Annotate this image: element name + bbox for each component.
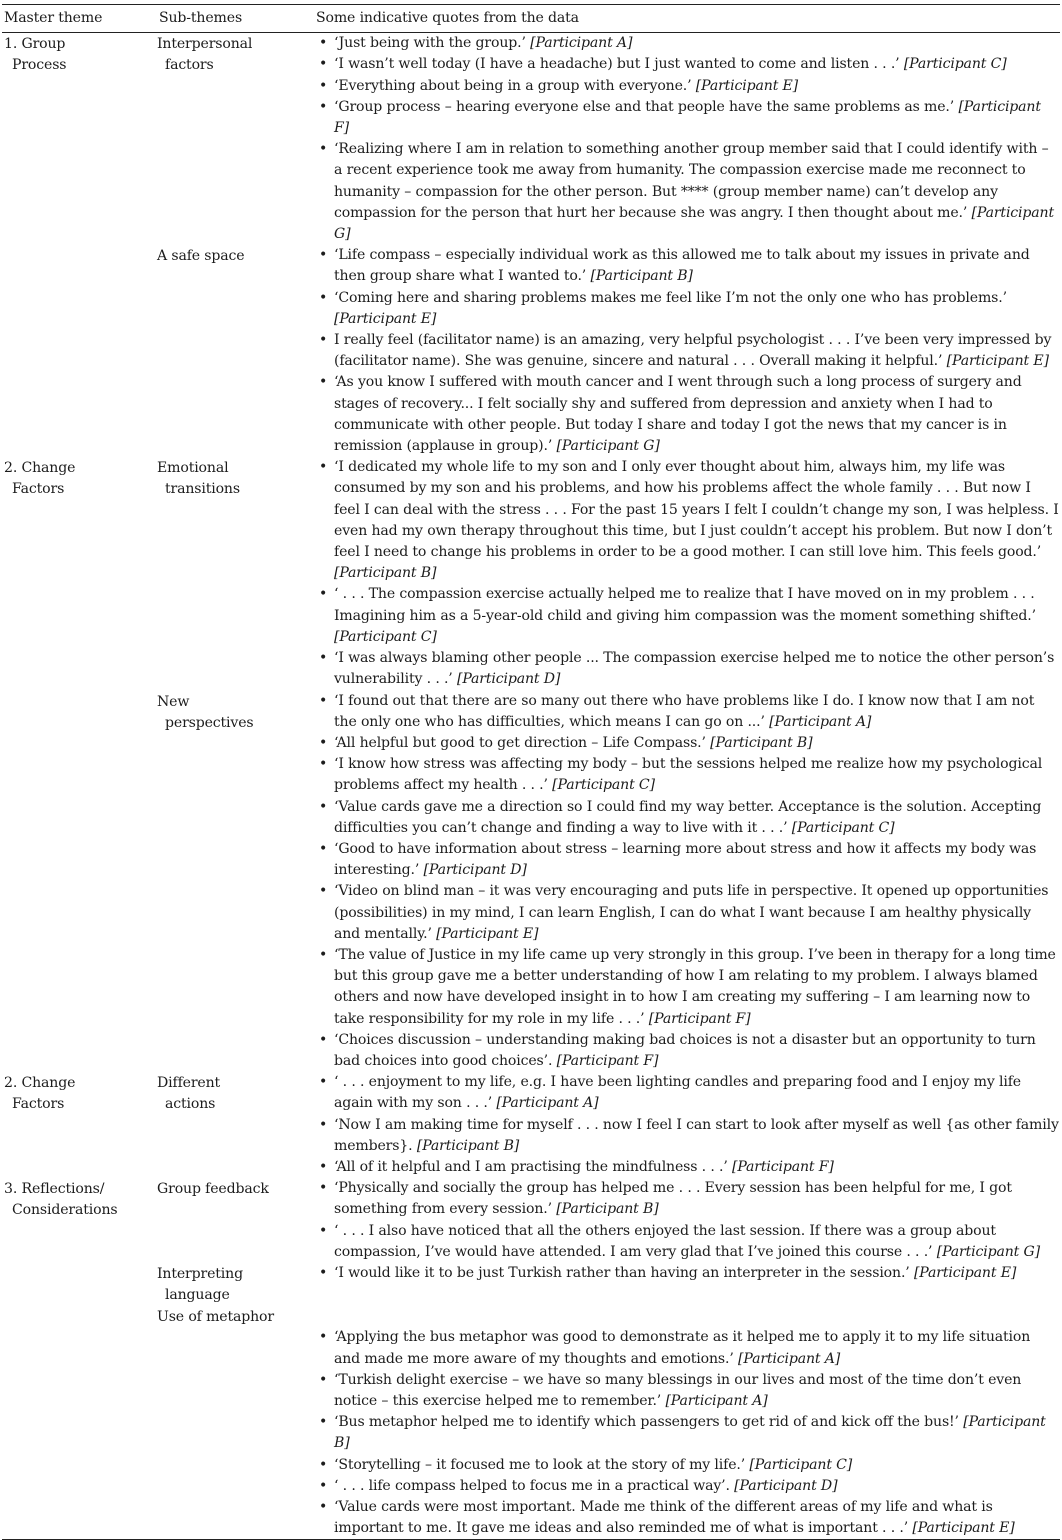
sub-theme-cell [157, 691, 314, 1073]
quote-item [314, 1412, 1060, 1454]
quote-text: ‘Value cards were most important. Made me think of the different areas of my life and what is important to me. It gave me ideas and also reminded me of what is important . . .’ [334, 1499, 993, 1537]
quotes-cell [314, 1306, 1060, 1540]
sub-theme-cell [157, 1263, 314, 1306]
quote-text: ‘All of it helpful and I am practising the mindfulness . . .’ [334, 1158, 732, 1175]
participant-label: [Participant B] [416, 1137, 520, 1154]
sub-theme-cell [157, 245, 314, 457]
quote-item [314, 1115, 1060, 1157]
sub-theme-label: Interpersonal [157, 36, 253, 53]
quote-item [314, 691, 1060, 733]
quote-text: ‘I was always blaming other people ... The compassion exercise helped me to notice the other person’s vulnerability . . .’ [334, 650, 1055, 688]
sub-theme-cell [157, 1306, 314, 1540]
participant-label: [Participant A] [769, 713, 872, 730]
quote-item [314, 245, 1060, 287]
quote-text: ‘Now I am making time for myself . . . now I feel I can start to look after myself as well {as other family members}. [334, 1116, 1059, 1154]
participant-label: [Participant B] [556, 1201, 659, 1218]
quote-text: ‘Storytelling – it focused me to look at the story of my life.’ [334, 1456, 750, 1473]
sub-theme-label: Interpreting [157, 1265, 243, 1282]
quote-item [314, 648, 1060, 690]
participant-label: [Participant C] [749, 1456, 853, 1473]
header-quotes: Some indicative quotes from the data [316, 10, 579, 26]
participant-label: [Participant G] [556, 438, 660, 455]
header-row [2, 5, 1060, 33]
table-row [2, 1306, 1060, 1540]
participant-label: [Participant C] [903, 56, 1007, 73]
quote-item [314, 1497, 1060, 1539]
quote-item [314, 797, 1060, 839]
participant-label: [Participant E] [913, 1264, 1017, 1281]
master-theme-label: Factors [12, 481, 65, 498]
quote-text: ‘All helpful but good to get direction – Life Compass.’ [334, 734, 711, 751]
sub-theme-label: factors [165, 57, 214, 74]
sub-theme-label: New [157, 693, 190, 710]
participant-label: [Participant E] [334, 310, 437, 327]
participant-label: [Participant C] [334, 628, 437, 645]
participant-label: [Participant F] [648, 1010, 751, 1027]
quote-text: ‘ . . . enjoyment to my life, e.g. I have been lighting candles and preparing food and I enjoy my life again with my son . . .’ [334, 1074, 1022, 1112]
quotes-cell [314, 33, 1060, 246]
quote-item [314, 1263, 1060, 1284]
table-row [2, 691, 1060, 1073]
themes-table [2, 4, 1060, 1540]
sub-theme-cell [157, 33, 314, 246]
quote-item [314, 139, 1060, 245]
master-theme-label: 2. Change [4, 1075, 76, 1092]
participant-label: [Participant G] [334, 204, 1054, 243]
quote-list [314, 245, 1060, 457]
quotes-cell [314, 1263, 1060, 1306]
participant-label: [Participant D] [734, 1477, 838, 1494]
master-theme-cell [2, 457, 157, 690]
quote-text: ‘Good to have information about stress – learning more about stress and how it affects my body was interesting.’ [334, 840, 1037, 879]
quote-text: ‘Physically and socially the group has helped me . . . Every session has been helpful for me, I got something from every session.’ [334, 1180, 1012, 1218]
quote-list [314, 1306, 1060, 1539]
sub-theme-label: language [165, 1287, 230, 1304]
quote-text: ‘Everything about being in a group with everyone.’ [334, 77, 696, 94]
master-theme-cell [2, 1072, 157, 1178]
participant-label: [Participant E] [436, 925, 539, 942]
sub-theme-label: actions [165, 1096, 216, 1113]
quote-text: ‘I know how stress was affecting my body – but the sessions helped me realize how my psychological problems affect my health . . .’ [334, 756, 1043, 794]
quote-item [314, 33, 1060, 54]
sub-theme-cell [157, 457, 314, 690]
participant-label: [Participant A] [530, 35, 633, 52]
master-theme-cell [2, 1306, 157, 1540]
quotes-cell [314, 691, 1060, 1073]
quote-item [314, 754, 1060, 796]
quote-item [314, 584, 1060, 648]
quote-item [314, 1327, 1060, 1369]
quote-item [314, 1178, 1060, 1220]
participant-label: [Participant B] [334, 565, 437, 582]
master-theme-label: 3. Reflections/ [4, 1181, 105, 1198]
quote-text: ‘Applying the bus metaphor was good to demonstrate as it helped me to apply it to my life situation and made me more aware of my thoughts and emotions.’ [334, 1329, 1031, 1367]
table-row [2, 1263, 1060, 1306]
participant-label: [Participant A] [665, 1393, 768, 1409]
quote-item [314, 1370, 1060, 1412]
quote-text: ‘Coming here and sharing problems makes me feel like I’m not the only one who has problems.’ [334, 289, 1007, 306]
quote-item [314, 945, 1060, 1030]
quote-item [314, 733, 1060, 754]
quote-text: ‘ . . . I also have noticed that all the others enjoyed the last session. If there was a group about compassion, I’ve would have attended. I am very glad that I’ve joined this course . . .’ [334, 1222, 996, 1260]
participant-label: [Participant B] [710, 734, 813, 751]
quotes-cell [314, 1072, 1060, 1178]
quote-text: ‘Just being with the group.’ [334, 35, 531, 52]
quote-item [314, 1157, 1060, 1178]
sub-theme-label: transitions [165, 481, 240, 498]
quote-item [314, 839, 1060, 881]
header-sub-themes: Sub-themes [159, 10, 243, 26]
master-theme-label: Considerations [12, 1202, 118, 1219]
table-body [2, 33, 1060, 1540]
quotes-cell [314, 457, 1060, 690]
participant-label: [Participant B] [590, 268, 693, 285]
table-row [2, 33, 1060, 246]
quote-item [314, 457, 1060, 584]
quote-item [314, 881, 1060, 945]
participant-label: [Participant E] [946, 353, 1049, 370]
master-theme-label: Factors [12, 1096, 65, 1113]
master-theme-cell [2, 33, 157, 246]
quote-item [314, 372, 1060, 457]
master-theme-cell [2, 1178, 157, 1263]
participant-label: [Participant A] [738, 1350, 841, 1367]
quote-item [314, 54, 1060, 75]
quote-item [314, 288, 1060, 330]
table-row [2, 457, 1060, 690]
quote-item [314, 1221, 1060, 1263]
table-row [2, 245, 1060, 457]
quote-text: ‘As you know I suffered with mouth cancer and I went through such a long process of surgery and stages of recovery... I felt socially shy and suffered from depression and anxiety when I had to communicate with other people. But today I share and today I got the news that my cancer is in remission (applause in group).’ [334, 374, 1022, 455]
master-theme-cell [2, 1263, 157, 1306]
quote-list [314, 33, 1060, 245]
header-master-theme: Master theme [4, 10, 103, 26]
sub-theme-label: Group feedback [157, 1181, 269, 1198]
quote-text: ‘Realizing where I am in relation to something another group member said that I could identify with – a recent experience took me away from humanity. The compassion exercise made me reconnect to humanity – compassion for the other person. But **** (group member name) can’t develop any compassion for the person that hurt her because she was angry. I then thought about me.’ [334, 141, 1049, 221]
quote-text: ‘Value cards gave me a direction so I could find my way better. Acceptance is the solution. Accepting difficulties you can’t change and finding a way to live with it . . .’ [334, 798, 1042, 836]
quote-item [314, 97, 1060, 139]
quote-text: ‘Video on blind man – it was very encouraging and puts life in perspective. It opened up opportunities (possibilities) in my mind, I can learn English, I can do what I want because I am healthy physically and mentally.’ [334, 883, 1049, 942]
quote-text: ‘Group process – hearing everyone else and that people have the same problems as me.’ [334, 98, 959, 115]
quotes-cell [314, 245, 1060, 457]
participant-label: [Participant A] [496, 1095, 599, 1112]
quote-text: ‘I wasn’t well today (I have a headache) but I just wanted to come and listen . . .’ [334, 56, 904, 73]
participant-label: [Participant C] [552, 777, 655, 794]
quote-list [314, 1178, 1060, 1263]
quote-list [314, 1072, 1060, 1178]
master-theme-label: 2. Change [4, 460, 76, 477]
quote-text: ‘ . . . The compassion exercise actually helped me to realize that I have moved on in my problem . . . Imagining him as a 5-year-old child and giving him compassion was the moment something shifted.’ [334, 586, 1036, 624]
quote-item [314, 76, 1060, 97]
participant-label: [Participant F] [334, 98, 1041, 137]
quote-item [314, 1455, 1060, 1476]
quote-text: ‘Bus metaphor helped me to identify which passengers to get rid of and kick off the bus!’ [334, 1414, 964, 1431]
participant-label: [Participant E] [695, 77, 799, 94]
sub-theme-cell [157, 1178, 314, 1263]
sub-theme-label: Use of metaphor [157, 1309, 274, 1326]
master-theme-cell [2, 691, 157, 1073]
master-theme-label: 1. Group [4, 36, 66, 53]
participant-label: [Participant E] [912, 1520, 1015, 1537]
quote-item [314, 330, 1060, 372]
quote-list [314, 691, 1060, 1073]
quote-item [314, 1476, 1060, 1497]
quote-text: ‘Life compass – especially individual work as this allowed me to talk about my issues in private and then group share what I wanted to.’ [334, 247, 1030, 285]
quote-text: ‘I found out that there are so many out there who have problems like I do. I know now that I am not the only one who has difficulties, which means I can go on ...’ [334, 692, 1035, 730]
participant-label: [Participant F] [556, 1052, 659, 1069]
quote-item [314, 1030, 1060, 1072]
sub-theme-cell [157, 1072, 314, 1178]
quote-text: ‘Choices discussion – understanding making bad choices is not a disaster but an opportunity to turn bad choices into good choices’. [334, 1031, 1036, 1069]
sub-theme-label: Different [157, 1075, 221, 1092]
table-row [2, 1178, 1060, 1263]
participant-label: [Participant D] [456, 671, 561, 688]
quote-text: ‘I dedicated my whole life to my son and I only ever thought about him, always him, my life was consumed by my son and his problems, and how his problems affect the whole family . . . But now I feel I can deal with the stress . . . For the past 15 years I felt I couldn’t change my son, I was helpless. I even had my own therapy throughout this time, but I just couldn’t accept his problem. But now I don’t feel I need to change his problems in order to be a good mother. I can still love him. This feels good.’ [334, 459, 1059, 561]
participant-label: [Participant G] [936, 1243, 1040, 1260]
master-theme-cell [2, 245, 157, 457]
quote-text: I really feel (facilitator name) is an amazing, very helpful psychologist . . . I’ve been very impressed by (facilitator name). She was genuine, sincere and natural . . . Overall making it helpful.’ [334, 332, 1052, 370]
master-theme-label: Process [12, 57, 67, 74]
sub-theme-label: Emotional [157, 460, 229, 477]
quote-list [314, 1263, 1060, 1284]
quote-item [314, 1072, 1060, 1114]
quote-list [314, 457, 1060, 690]
sub-theme-label: A safe space [157, 248, 245, 265]
quote-text: ‘Turkish delight exercise – we have so many blessings in our lives and most of the time don’t even notice – this exercise helped me to remember.’ [334, 1371, 1022, 1409]
quote-text: ‘ . . . life compass helped to focus me in a practical way’. [334, 1477, 735, 1494]
quote-text: ‘The value of Justice in my life came up very strongly in this group. I’ve been in therapy for a long time but this group gave me a better understanding of how I am relating to my problem. I always blamed others and now have developed insight in to how I am creating my suffering – I am learning now to take responsibility for my role in my life . . .’ [334, 946, 1056, 1027]
participant-label: [Participant B] [334, 1414, 1046, 1452]
participant-label: [Participant F] [731, 1158, 834, 1175]
quote-text: ‘I would like it to be just Turkish rather than having an interpreter in the session.’ [334, 1264, 914, 1281]
table-row [2, 1072, 1060, 1178]
participant-label: [Participant C] [791, 819, 895, 836]
participant-label: [Participant D] [423, 862, 527, 879]
quotes-cell [314, 1178, 1060, 1263]
sub-theme-label: perspectives [165, 714, 254, 731]
